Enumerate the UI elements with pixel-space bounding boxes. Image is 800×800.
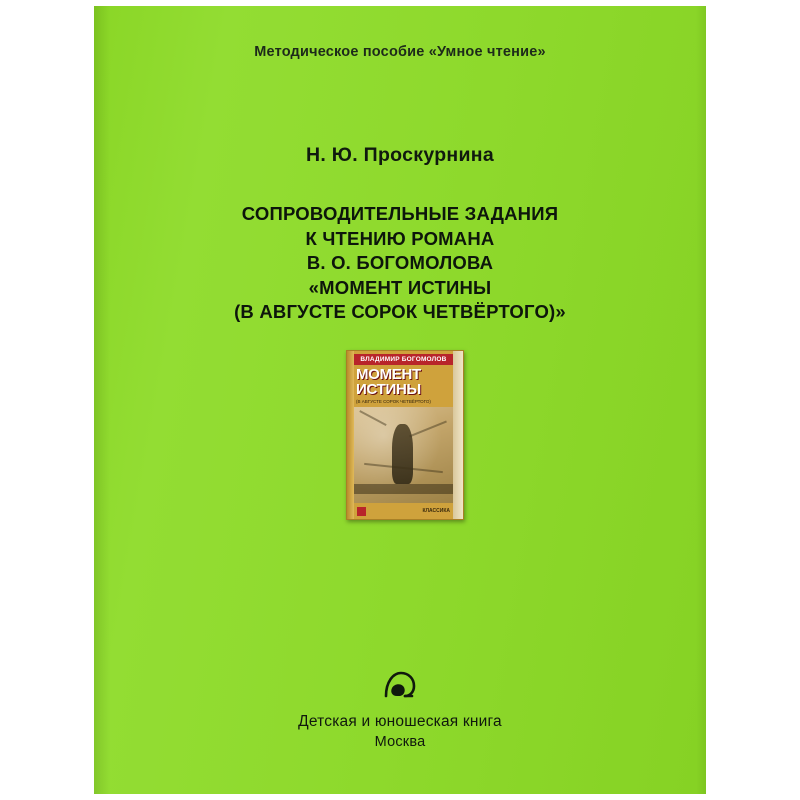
inner-book-title-line-1: МОМЕНТ	[356, 366, 421, 383]
title-line-2: К ЧТЕНИЮ РОМАНА	[305, 227, 495, 249]
inner-book-title-line-2: ИСТИНЫ	[356, 381, 421, 398]
inner-book-page-edge	[453, 351, 463, 519]
title-line-5: (В АВГУСТЕ СОРОК ЧЕТВЁРТОГО)»	[234, 301, 566, 322]
series-label: Методическое пособие «Умное чтение»	[254, 44, 546, 60]
title-line-4: «МОМЕНТ ИСТИНЫ	[308, 276, 492, 298]
title-line-3: В. О. БОГОМОЛОВА	[306, 252, 494, 273]
inner-book-footer	[354, 505, 453, 517]
inner-book-badge-icon	[357, 507, 366, 516]
artwork-line	[359, 410, 386, 426]
artwork-ground	[354, 484, 453, 494]
inner-book-artwork	[354, 407, 453, 503]
artwork-line	[410, 421, 447, 438]
book-cover	[94, 6, 706, 794]
inner-book-subtitle: (В АВГУСТЕ СОРОК ЧЕТВЁРТОГО)	[356, 399, 431, 404]
publisher-block	[94, 670, 706, 750]
author-name: Н. Ю. Проскурнина	[305, 144, 495, 166]
inner-book-spine	[347, 351, 354, 519]
publisher-city: Москва	[374, 734, 426, 750]
book-title	[94, 202, 706, 325]
publisher-name: Детская и юношеская книга	[298, 713, 502, 730]
title-line-1: СОПРОВОДИТЕЛЬНЫЕ ЗАДАНИЯ	[241, 203, 559, 224]
inner-book-series-label: КЛАССИКА	[422, 508, 450, 514]
inner-book-cover-image	[346, 350, 464, 520]
inner-book-author: ВЛАДИМИР БОГОМОЛОВ	[354, 354, 453, 365]
publisher-logo-icon	[383, 670, 417, 700]
inner-book-title	[356, 367, 451, 397]
artwork-figure	[392, 424, 414, 484]
